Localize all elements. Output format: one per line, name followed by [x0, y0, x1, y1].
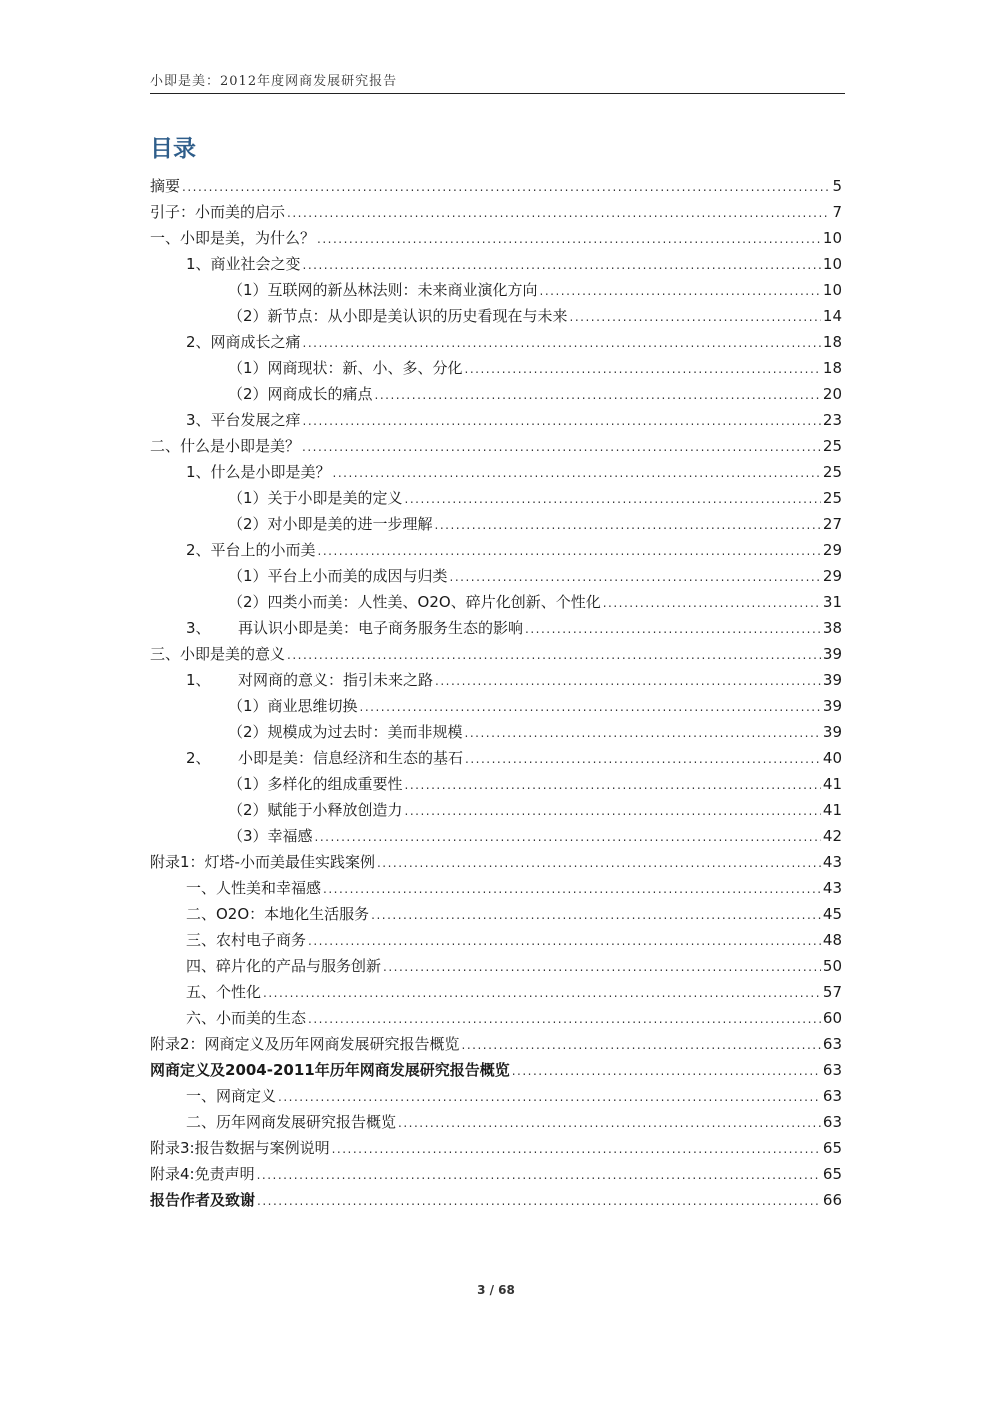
toc-entry[interactable] [150, 277, 842, 303]
toc-entry-text: 报告作者及致谢 [150, 1191, 256, 1209]
toc-entry-page: 25 [822, 489, 842, 507]
dot-leader [462, 1032, 821, 1058]
toc-entry-text: （2）规模成为过去时：美而非规模 [228, 723, 463, 741]
toc-entry-text: 附录4:免责声明 [150, 1165, 255, 1183]
toc-entry-label [150, 1161, 255, 1187]
toc-entry-label [150, 1031, 460, 1057]
toc-entry-label [150, 641, 285, 667]
toc-entry-page: 63 [822, 1113, 842, 1131]
toc-entry-page: 29 [822, 541, 842, 559]
toc-entry[interactable] [150, 329, 842, 355]
toc-entry-label [228, 771, 403, 797]
toc-entry-page: 14 [822, 307, 842, 325]
toc-entry-label [228, 797, 403, 823]
toc-entry[interactable] [150, 823, 842, 849]
toc-entry-text: 附录2：网商定义及历年网商发展研究报告概览 [150, 1035, 460, 1053]
toc-entry-page: 7 [832, 203, 842, 221]
toc-entry-label [186, 459, 331, 485]
toc-entry[interactable] [150, 771, 842, 797]
toc-entry-page: 41 [822, 801, 842, 819]
toc-entry-label [186, 901, 369, 927]
toc-entry-text: （2）网商成长的痛点 [228, 385, 373, 403]
toc-entry[interactable] [150, 589, 842, 615]
toc-entry-label [228, 485, 403, 511]
dot-leader [540, 278, 821, 304]
toc-entry[interactable] [150, 693, 842, 719]
toc-entry[interactable] [150, 953, 842, 979]
dot-leader [405, 772, 821, 798]
toc-entry-page: 40 [822, 749, 842, 767]
toc-entry-page: 31 [822, 593, 842, 611]
toc-entry[interactable] [150, 1135, 842, 1161]
dot-leader [317, 226, 821, 252]
dot-leader [405, 486, 821, 512]
toc-entry-text: （1）网商现状：新、小、多、分化 [228, 359, 463, 377]
toc-entry[interactable] [150, 433, 842, 459]
toc-entry-text: 网商定义及2004-2011年历年网商发展研究报告概览 [150, 1061, 510, 1079]
toc-entry-label [186, 407, 301, 433]
toc-entry-text: 2、网商成长之痛 [186, 333, 301, 351]
toc-entry[interactable] [150, 173, 842, 199]
toc-entry[interactable] [150, 745, 842, 771]
dot-leader [465, 746, 821, 772]
toc-entry-page: 43 [822, 879, 842, 897]
toc-entry-text: 附录1：灯塔-小而美最佳实践案例 [150, 853, 375, 871]
toc-entry-text: 二、O2O：本地化生活服务 [186, 905, 370, 923]
toc-entry-page: 66 [822, 1191, 842, 1209]
dot-leader [435, 512, 821, 538]
toc-entry[interactable] [150, 927, 842, 953]
toc-entry-text: （2）四类小而美：人性美、O2O、碎片化创新、个性化 [228, 593, 601, 611]
toc-entry-page: 10 [822, 229, 842, 247]
dot-leader [435, 668, 821, 694]
toc-entry-label [186, 537, 316, 563]
toc-entry-text: 对网商的意义：指引未来之路 [238, 671, 434, 689]
toc-entry-label [186, 953, 381, 979]
toc-entry[interactable] [150, 303, 842, 329]
toc-entry-text: 二、历年网商发展研究报告概览 [186, 1113, 397, 1131]
dot-leader [308, 1006, 821, 1032]
toc-entry-text: 五、个性化 [186, 983, 262, 1001]
toc-entry[interactable] [150, 407, 842, 433]
toc-entry-page: 39 [822, 697, 842, 715]
toc-entry-page: 45 [822, 905, 842, 923]
toc-entry-page: 18 [822, 359, 842, 377]
toc-entry-label [150, 173, 180, 199]
toc-entry-label [150, 1057, 510, 1083]
toc-entry[interactable] [150, 1005, 842, 1031]
toc-entry-page: 27 [822, 515, 842, 533]
toc-entry-text: 1、商业社会之变 [186, 255, 301, 273]
toc-entry[interactable] [150, 849, 842, 875]
toc-entry-label [186, 251, 301, 277]
toc-entry-label [186, 667, 433, 693]
toc-entry-text: 三、农村电子商务 [186, 931, 307, 949]
dot-leader [308, 928, 821, 954]
toc-entry-text: （1）互联网的新丛林法则：未来商业演化方向 [228, 281, 538, 299]
toc-entry[interactable] [150, 355, 842, 381]
dot-leader [465, 720, 821, 746]
dot-leader [398, 1110, 821, 1136]
toc-entry[interactable] [150, 719, 842, 745]
toc-entry[interactable] [150, 485, 842, 511]
dot-leader [257, 1162, 821, 1188]
toc-entry-text: （1）平台上小而美的成因与归类 [228, 567, 448, 585]
toc-entry-page: 65 [822, 1139, 842, 1157]
toc-entry-page: 60 [822, 1009, 842, 1027]
toc-entry-label [186, 329, 301, 355]
toc-entry-label [186, 615, 523, 641]
toc-entry-page: 42 [822, 827, 842, 845]
toc-entry-text: （2）新节点：从小即是美认识的历史看现在与未来 [228, 307, 568, 325]
toc-entry-page: 38 [822, 619, 842, 637]
toc-entry[interactable] [150, 1057, 842, 1083]
toc-entry-text: 摘要 [150, 177, 181, 195]
toc-entry-label [186, 1083, 276, 1109]
toc-entry-label [228, 823, 313, 849]
toc-entry-page: 5 [832, 177, 842, 195]
toc-entry-text: 二、什么是小即是美？ [150, 437, 301, 455]
toc-entry-page: 25 [822, 437, 842, 455]
toc-entry-page: 63 [822, 1035, 842, 1053]
dot-leader [303, 252, 821, 278]
toc-entry[interactable] [150, 1031, 842, 1057]
dot-leader [315, 824, 821, 850]
toc-entry-text: （1）商业思维切换 [228, 697, 358, 715]
toc-entry-page: 39 [822, 645, 842, 663]
toc-entry-page: 18 [822, 333, 842, 351]
toc-entry-label [150, 849, 375, 875]
dot-leader [323, 876, 821, 902]
toc-entry[interactable] [150, 225, 842, 251]
toc-entry[interactable] [150, 563, 842, 589]
dot-leader [302, 434, 821, 460]
toc-entry[interactable] [150, 875, 842, 901]
toc-entry-page: 63 [822, 1061, 842, 1079]
toc-entry[interactable] [150, 901, 842, 927]
toc-entry-page: 63 [822, 1087, 842, 1105]
dot-leader [318, 538, 821, 564]
toc-entry-label [150, 433, 300, 459]
toc-entry-page: 39 [822, 723, 842, 741]
toc-entry-label [228, 563, 448, 589]
toc-entry[interactable] [150, 459, 842, 485]
toc-entry-label [186, 1109, 396, 1135]
toc-entry-page: 41 [822, 775, 842, 793]
dot-leader [257, 1188, 821, 1214]
toc-entry-label [186, 875, 321, 901]
toc-entry-text: 2、平台上的小而美 [186, 541, 316, 559]
dot-leader [263, 980, 821, 1006]
toc-entry-text: 引子：小而美的启示 [150, 203, 286, 221]
toc-entry-label [150, 225, 315, 251]
toc-entry-text: （3）幸福感 [228, 827, 313, 845]
toc-entry-label [228, 693, 358, 719]
toc-entry-page: 29 [822, 567, 842, 585]
toc-entry-text: 三、小即是美的意义 [150, 645, 286, 663]
dot-leader [371, 902, 821, 928]
toc-entry-text: （1）多样化的组成重要性 [228, 775, 403, 793]
dot-leader [570, 304, 821, 330]
toc-entry-label [150, 1135, 330, 1161]
toc-entry[interactable] [150, 979, 842, 1005]
dot-leader [465, 356, 821, 382]
dot-leader [287, 642, 821, 668]
dot-leader [333, 460, 821, 486]
dot-leader [287, 200, 830, 226]
toc-entry[interactable] [150, 667, 842, 693]
dot-leader [375, 382, 821, 408]
toc-entry-text: 小即是美：信息经济和生态的基石 [238, 749, 464, 767]
toc-entry-page: 43 [822, 853, 842, 871]
toc-entry-text: 一、网商定义 [186, 1087, 277, 1105]
toc-entry[interactable] [150, 537, 842, 563]
toc-entry-text: （2）赋能于小释放创造力 [228, 801, 403, 819]
dot-leader [377, 850, 821, 876]
dot-leader [512, 1058, 821, 1084]
toc-entry-page: 20 [822, 385, 842, 403]
dot-leader [303, 408, 821, 434]
dot-leader [360, 694, 821, 720]
toc-entry-text: 再认识小即是美：电子商务服务生态的影响 [238, 619, 524, 637]
toc-entry-page: 48 [822, 931, 842, 949]
toc-entry[interactable] [150, 251, 842, 277]
dot-leader [405, 798, 821, 824]
dot-leader [450, 564, 821, 590]
toc-entry-page: 10 [822, 255, 842, 273]
toc-entry-page: 65 [822, 1165, 842, 1183]
toc-entry-page: 39 [822, 671, 842, 689]
toc-entry-label [228, 511, 433, 537]
toc-entry-label [228, 303, 568, 329]
page-number: 3 / 68 [477, 1283, 515, 1297]
toc-entry-label [150, 1187, 255, 1213]
dot-leader [332, 1136, 821, 1162]
running-header: 小即是美：2012年度网商发展研究报告 [150, 70, 845, 94]
toc-entry-label [228, 381, 373, 407]
toc-entry-label [186, 979, 261, 1005]
toc-entry-page: 23 [822, 411, 842, 429]
toc-entry[interactable] [150, 199, 842, 225]
toc-entry-page: 25 [822, 463, 842, 481]
toc-entry-page: 10 [822, 281, 842, 299]
toc-entry[interactable] [150, 511, 842, 537]
toc-entry[interactable] [150, 1187, 842, 1213]
dot-leader [383, 954, 821, 980]
toc-entry-text: 四、碎片化的产品与服务创新 [186, 957, 382, 975]
toc-entry-label [228, 277, 538, 303]
toc-entry-text: 3、平台发展之痒 [186, 411, 301, 429]
dot-leader [303, 330, 821, 356]
dot-leader [278, 1084, 821, 1110]
toc-entry-text: 一、小即是美，为什么？ [150, 229, 316, 247]
toc-entry-label [186, 927, 306, 953]
toc-entry-text: 一、人性美和幸福感 [186, 879, 322, 897]
toc-entry-label [186, 745, 463, 771]
toc-title: 目录 [150, 136, 196, 162]
toc-entry-label [228, 719, 463, 745]
toc-entry[interactable] [150, 797, 842, 823]
toc-entry-number: 2、 [186, 749, 211, 767]
toc-entry[interactable] [150, 381, 842, 407]
table-of-contents [150, 173, 842, 1213]
dot-leader [603, 590, 821, 616]
toc-entry[interactable] [150, 641, 842, 667]
toc-entry[interactable] [150, 1109, 842, 1135]
toc-entry-label [186, 1005, 306, 1031]
toc-entry-text: 附录3:报告数据与案例说明 [150, 1139, 330, 1157]
toc-entry-text: （1）关于小即是美的定义 [228, 489, 403, 507]
toc-entry-number: 3、 [186, 619, 211, 637]
toc-entry-page: 57 [822, 983, 842, 1001]
toc-entry-label [228, 355, 463, 381]
toc-entry-label [150, 199, 285, 225]
toc-entry-number: 1、 [186, 671, 211, 689]
toc-entry-text: 六、小而美的生态 [186, 1009, 307, 1027]
toc-entry-label [228, 589, 601, 615]
toc-entry[interactable] [150, 615, 842, 641]
dot-leader [525, 616, 821, 642]
toc-entry[interactable] [150, 1083, 842, 1109]
toc-entry-page: 50 [822, 957, 842, 975]
toc-entry-text: （2）对小即是美的进一步理解 [228, 515, 433, 533]
dot-leader [182, 174, 830, 200]
toc-entry-text: 1、什么是小即是美？ [186, 463, 331, 481]
toc-entry[interactable] [150, 1161, 842, 1187]
